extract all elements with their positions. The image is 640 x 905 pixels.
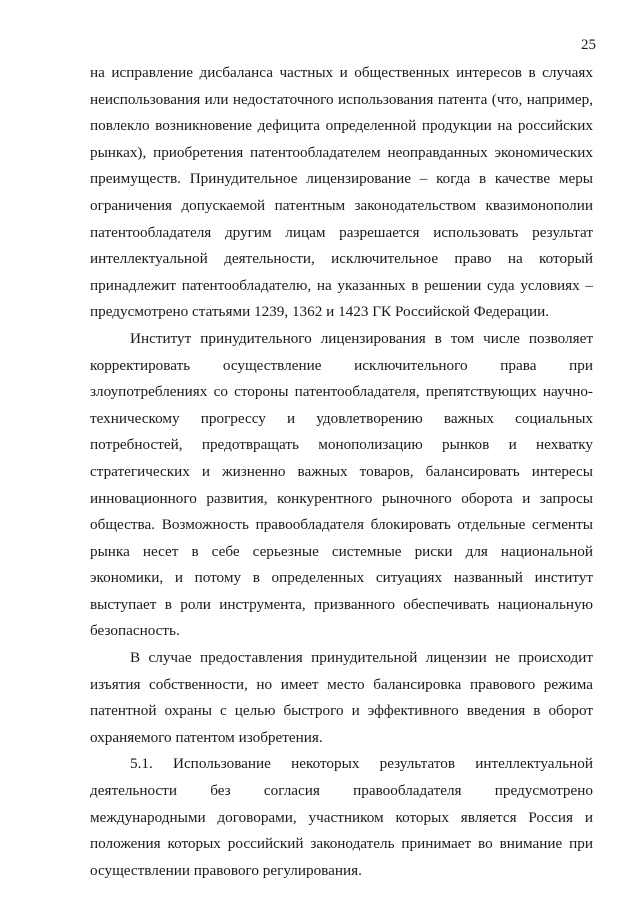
body-text	[90, 60, 593, 884]
paragraph-license-balance: В случае предоставления принудительной лицензии не происходит изъятия собственности, но имеет место балансировка правового режима патентной охраны с целью быстрого и эффективного введения в оборот охраняемого патентом изобретения.	[90, 649, 593, 746]
page-number: 25	[581, 37, 596, 53]
paragraph-compulsory-licensing: Институт принудительного лицензирования в том числе позволяет корректировать осуществление исключительного права при злоупотреблениях со стороны патентообладателя, препятствующих научно-техническому прогрессу и удовлетворению важных социальных потребностей, предотвращать монополизацию рынков и нехватку стратегических и жизненно важных товаров, балансировать интересы инновационного развития, конкурентного рыночного оборота и запросы общества. Возможность правообладателя блокировать отдельные сегменты рынка несет в себе серьезные системные риски для национальной экономики, и потому в определенных ситуациях названный институт выступает в роли инструмента, призванного обеспечивать национальную безопасность.	[90, 329, 593, 640]
paragraph-section-5-1: 5.1. Использование некоторых результатов интеллектуальной деятельности без согласия правообладателя предусмотрено международными договорами, участником которых является Россия и положения которых российский законодатель принимает во внимание при осуществлении правового регулирования.	[90, 755, 593, 879]
paragraph-continuation: на исправление дисбаланса частных и общественных интересов в случаях неиспользования или недостаточного использования патента (что, например, повлекло возникновение дефицита определенной продукции на российских рынках), приобретения патентообладателем неоправданных экономических преимуществ. Принудительное лицензирование – когда в качестве меры ограничения допускаемой патентным законодательством квазимонополии патентообладателя другим лицам разрешается использовать результат интеллектуальной деятельности, исключительное право на который принадлежит патентообладателю, на указанных в решении суда условиях – предусмотрено статьями 1239, 1362 и 1423 ГК Российской Федерации.	[90, 64, 593, 321]
